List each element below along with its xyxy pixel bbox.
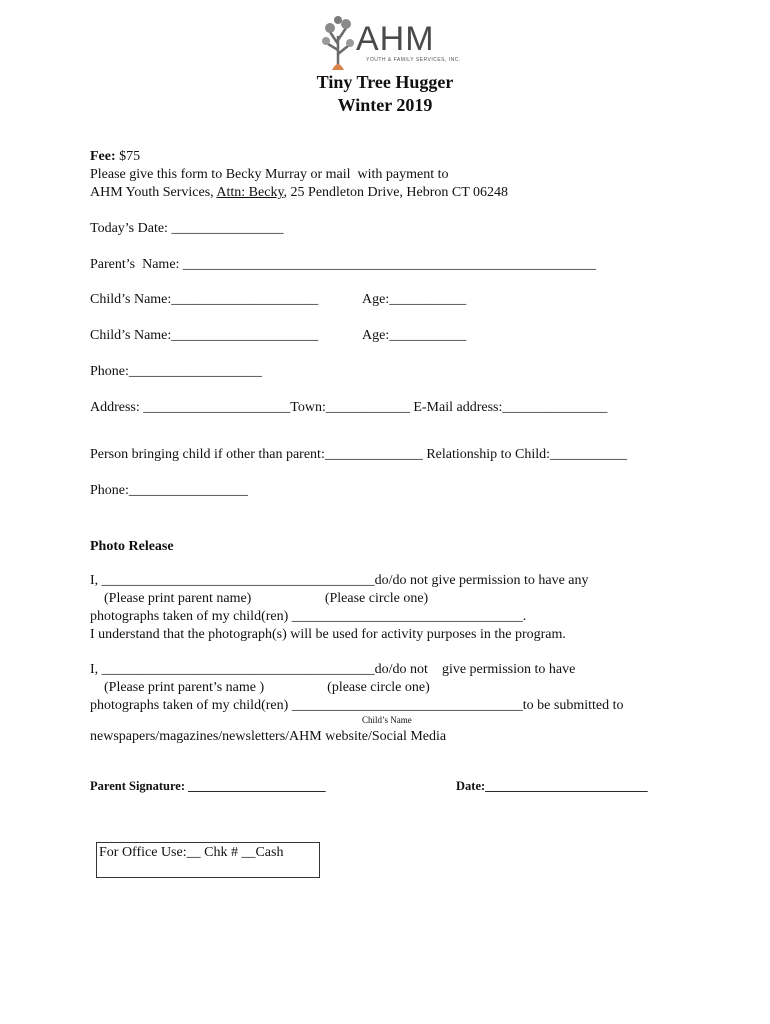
form-title: Tiny Tree Hugger <box>316 72 454 92</box>
ahm-logo <box>318 14 461 70</box>
office-use-box: For Office Use:__ Chk # __Cash <box>96 842 320 878</box>
parents-name-field[interactable]: Parent’s Name: ___________________________________________________________ <box>90 257 596 272</box>
release2-line-2: (Please print parent’s name ) (please circle one) <box>90 680 430 695</box>
signature-date-field[interactable]: Date:__________________________ <box>456 779 648 793</box>
phone-field[interactable]: Phone:___________________ <box>90 364 262 379</box>
logo-wordmark: AHM <box>356 20 435 58</box>
parent-signature-field[interactable]: Parent Signature: ______________________ <box>90 779 326 793</box>
child1-age-field[interactable]: Age:___________ <box>362 292 467 307</box>
release1-line-1[interactable]: I, _______________________________________do/do not give permission to have any <box>90 573 589 588</box>
photo-release-heading: Photo Release <box>90 539 174 554</box>
mail-address: , 25 Pendleton Drive, Hebron CT 06248 <box>283 185 509 200</box>
child2-name-field[interactable]: Child’s Name:_____________________ <box>90 328 319 343</box>
childs-name-caption: Child’s Name <box>362 715 412 725</box>
logo-tagline: YOUTH & FAMILY SERVICES, INC. <box>366 57 461 63</box>
mail-address-prefix: AHM Youth Services, <box>90 185 217 200</box>
address-town-email-field[interactable]: Address: _____________________Town:____________ E-Mail address:_______________ <box>90 400 608 415</box>
release1-line-4: I understand that the photograph(s) will be used for activity purposes in the program. <box>90 627 566 642</box>
mail-attn: Attn: Becky <box>216 185 284 200</box>
child2-age-field[interactable]: Age:___________ <box>362 328 467 343</box>
fee-value: $75 <box>115 149 141 164</box>
tree-logo-icon <box>318 14 358 70</box>
release2-line-1[interactable]: I, _______________________________________do/do not give permission to have <box>90 662 576 677</box>
form-subtitle: Winter 2019 <box>337 95 433 115</box>
todays-date-field[interactable]: Today’s Date: ________________ <box>90 221 284 236</box>
child1-name-field[interactable]: Child’s Name:_____________________ <box>90 292 319 307</box>
person-bringing-field[interactable]: Person bringing child if other than parent:______________ Relationship to Child:___________ <box>90 447 628 462</box>
instructions-line-1: Please give this form to Becky Murray or mail with payment to <box>90 167 449 182</box>
fee-label: Fee: <box>90 149 116 164</box>
instructions-line-2 <box>90 184 508 201</box>
release2-line-4: newspapers/magazines/newsletters/AHM website/Social Media <box>90 729 447 744</box>
release1-line-2: (Please print parent name) (Please circle one) <box>90 591 429 606</box>
release2-line-3[interactable]: photographs taken of my child(ren) _________________________________to be submitted to <box>90 698 624 713</box>
release1-line-3[interactable]: photographs taken of my child(ren) _________________________________. <box>90 609 527 624</box>
phone-field-2[interactable]: Phone:_________________ <box>90 483 248 498</box>
fee-line <box>90 148 140 165</box>
